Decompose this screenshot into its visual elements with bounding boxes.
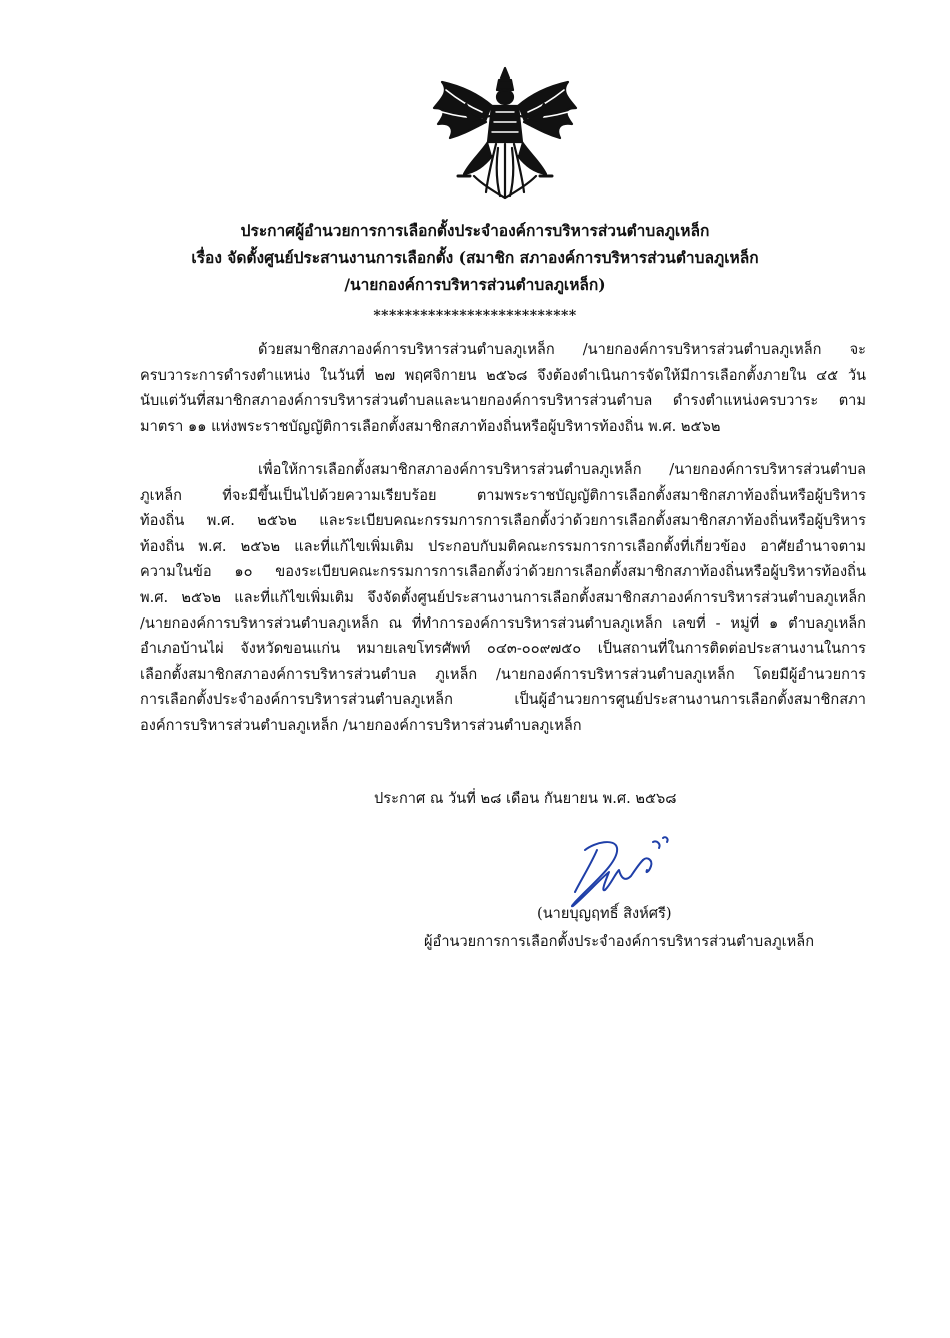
paragraph-line: ท้องถิ่น พ.ศ. ๒๕๖๒ และที่แก้ไขเพิ่มเติม ประกอบกับมติคณะกรรมการการเลือกตั้งที่เกี่ยวข้อง อาศัยอำนาจตาม bbox=[140, 537, 866, 555]
paragraph-line: ด้วยสมาชิกสภาองค์การบริหารส่วนตำบลภูเหล็ก /นายกองค์การบริหารส่วนตำบลภูเหล็ก จะ bbox=[258, 341, 866, 358]
paragraph-line: ความในข้อ ๑๐ ของระเบียบคณะกรรมการการเลือกตั้งว่าด้วยการเลือกตั้งสมาชิกสภาท้องถิ่นหรือผู้บริหารท้องถิ่น bbox=[140, 563, 866, 581]
announcement-title: ประกาศผู้อำนวยการการเลือกตั้งประจำองค์การบริหารส่วนตำบลภูเหล็ก bbox=[240, 221, 710, 240]
paragraph-line: เลือกตั้งสมาชิกสภาองค์การบริหารส่วนตำบล ภูเหล็ก /นายกองค์การบริหารส่วนตำบลภูเหล็ก โดยมีผู้อำนวยการ bbox=[140, 665, 866, 683]
paragraph-line: เพื่อให้การเลือกตั้งสมาชิกสภาองค์การบริหารส่วนตำบลภูเหล็ก /นายกองค์การบริหารส่วนตำบล bbox=[258, 461, 866, 478]
signer-name: (นายบุญฤทธิ์ สิงห์ศรี) bbox=[537, 905, 672, 922]
garuda-emblem-icon bbox=[430, 64, 580, 200]
paragraph-line: ภูเหล็ก ที่จะมีขึ้นเป็นไปด้วยความเรียบร้อย ตามพระราชบัญญัติการเลือกตั้งสมาชิกสภาท้องถิ่นหรือผู้บริหาร bbox=[140, 486, 866, 504]
paragraph-line: องค์การบริหารส่วนตำบลภูเหล็ก /นายกองค์การบริหารส่วนตำบลภูเหล็ก bbox=[140, 716, 582, 734]
paragraph-line: พ.ศ. ๒๕๖๒ และที่แก้ไขเพิ่มเติม จึงจัดตั้งศูนย์ประสานงานการเลือกตั้งสมาชิกสภาองค์การบริหารส่วนตำบลภูเหล็ก bbox=[140, 588, 866, 606]
paragraph-2 bbox=[140, 457, 866, 739]
paragraph-line: ท้องถิ่น พ.ศ. ๒๕๖๒ และระเบียบคณะกรรมการการเลือกตั้งว่าด้วยการเลือกตั้งสมาชิกสภาท้องถิ่นหรือผู้บริหาร bbox=[140, 512, 866, 530]
paragraph-line: มาตรา ๑๑ แห่งพระราชบัญญัติการเลือกตั้งสมาชิกสภาท้องถิ่นหรือผู้บริหารท้องถิ่น พ.ศ. ๒๕๖๒ bbox=[140, 417, 721, 435]
paragraph-line: อำเภอบ้านไผ่ จังหวัดขอนแก่น หมายเลขโทรศัพท์ ๐๔๓-๐๐๙๗๕๐ เป็นสถานที่ในการติดต่อประสานงานในการ bbox=[140, 640, 866, 658]
paragraph-1 bbox=[140, 337, 866, 439]
announcement-date: ประกาศ ณ วันที่ ๒๘ เดือน กันยายน พ.ศ. ๒๕๖๘ bbox=[374, 790, 677, 807]
paragraph-line: นับแต่วันที่สมาชิกสภาองค์การบริหารส่วนตำบลและนายกองค์การบริหารส่วนตำบล ดำรงตำแหน่งครบวาระ ตาม bbox=[140, 392, 866, 410]
paragraph-line: ครบวาระการดำรงตำแหน่ง ในวันที่ ๒๗ พฤศจิกายน ๒๕๖๘ จึงต้องดำเนินการจัดให้มีการเลือกตั้งภายใน ๔๕ วัน bbox=[140, 366, 866, 384]
announcement-subject-cont: /นายกองค์การบริหารส่วนตำบลภูเหล็ก) bbox=[344, 275, 606, 294]
header-divider: ************************** bbox=[373, 308, 577, 324]
announcement-header bbox=[120, 217, 830, 298]
signer-title: ผู้อำนวยการการเลือกตั้งประจำองค์การบริหารส่วนตำบลภูเหล็ก bbox=[424, 933, 815, 950]
paragraph-line: การเลือกตั้งประจำองค์การบริหารส่วนตำบลภูเหล็ก เป็นผู้อำนวยการศูนย์ประสานงานการเลือกตั้งสมาชิกสภา bbox=[140, 691, 866, 709]
announcement-subject: เรื่อง จัดตั้งศูนย์ประสานงานการเลือกตั้ง (สมาชิก สภาองค์การบริหารส่วนตำบลภูเหล็ก bbox=[191, 248, 759, 267]
paragraph-line: /นายกองค์การบริหารส่วนตำบลภูเหล็ก ณ ที่ทำการองค์การบริหารส่วนตำบลภูเหล็ก เลขที่ - หมู่ที่ ๑ ตำบลภูเหล็ก bbox=[140, 614, 866, 632]
